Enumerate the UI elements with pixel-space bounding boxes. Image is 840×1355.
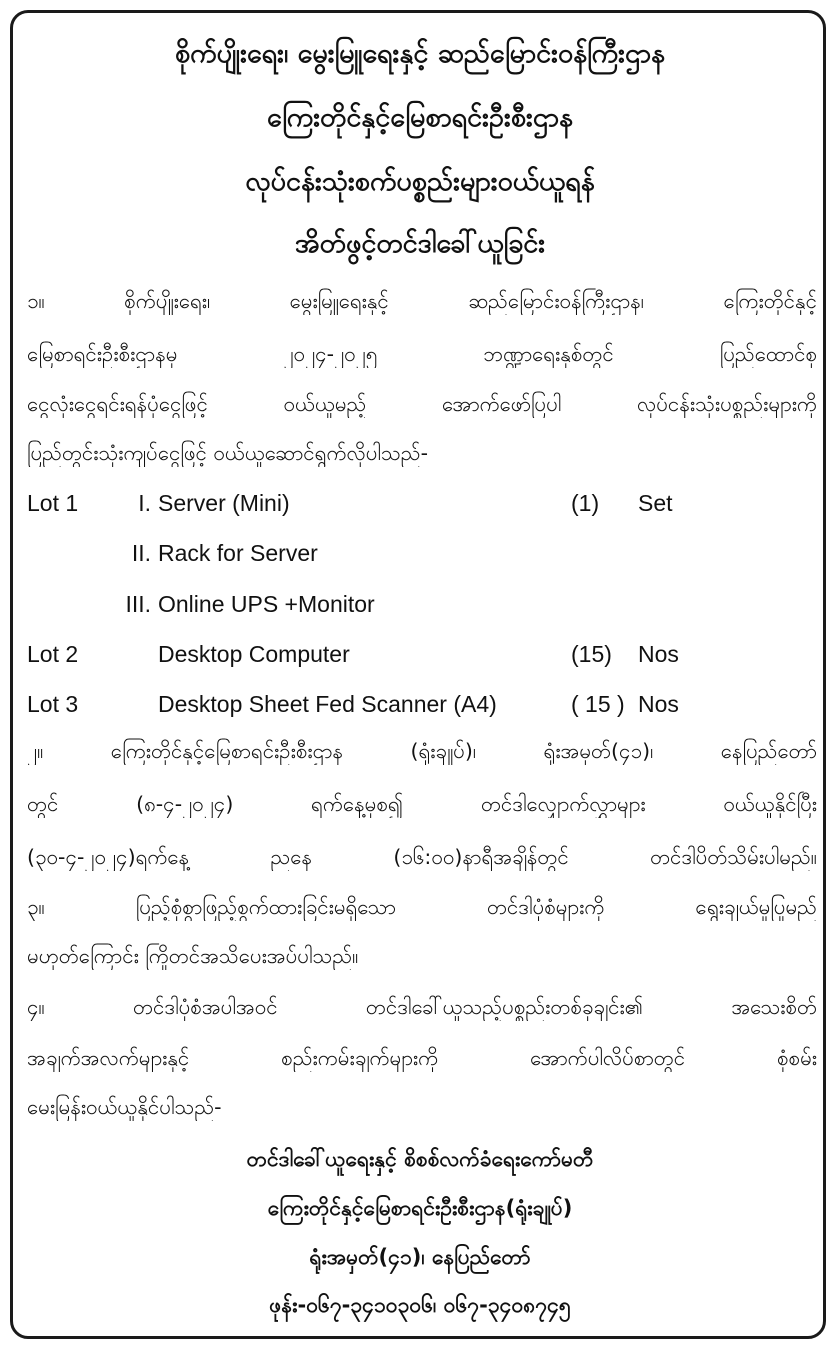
lot-row (0, 538, 840, 568)
item-number: I. (138, 490, 151, 516)
notice-border (10, 10, 826, 1339)
item-quantity: (15) (571, 641, 612, 667)
committee-name: တင်ဒါခေါ်ယူရေးနှင့် စိစစ်လက်ခံရေးကော်မတီ (246, 1147, 594, 1171)
item-number: III. (125, 591, 151, 617)
item-unit: Nos (638, 641, 679, 667)
office-address: ရုံးအမှတ်(၄၁)၊ နေပြည်တော် (309, 1245, 531, 1269)
item-number: II. (131, 540, 151, 566)
item-name: Desktop Sheet Fed Scanner (A4) (158, 691, 497, 717)
section2-line: တွင် (၈-၄-၂၀၂၄) ရက်နေ့မှစ၍ တင်ဒါလျှောက်လွှာများ ဝယ်ယူနိုင်ပြီး (27, 792, 817, 816)
lot-row (0, 689, 840, 719)
department-title: ကြေးတိုင်နှင့်မြေစာရင်းဦးစီးဌာန (267, 102, 573, 133)
section4-line: အချက်အလက်များနှင့် စည်းကမ်းချက်များကို အောက်ပါလိပ်စာတွင် စုံစမ်း (27, 1046, 817, 1070)
lot-row (0, 488, 840, 518)
lot-label: Lot 3 (27, 691, 79, 717)
section1-line: ငွေလုံးငွေရင်းရန်ပုံငွေဖြင့် ဝယ်ယူမည့် အောက်ဖော်ပြပါ လုပ်ငန်းသုံးပစ္စည်းများကို (27, 392, 817, 416)
office-name: ကြေးတိုင်နှင့်မြေစာရင်းဦးစီးဌာန(ရုံးချုပ်) (267, 1196, 573, 1220)
ministry-title: စိုက်ပျိုးရေး၊ မွေးမြူရေးနှင့် ဆည်မြောင်းဝန်ကြီးဌာန (174, 38, 665, 69)
lot-label: Lot 1 (27, 490, 79, 516)
item-name: Server (Mini) (158, 490, 290, 516)
section4-line: ၄။ တင်ဒါပုံစံအပါအဝင် တင်ဒါခေါ်ယူသည့်ပစ္စည်းတစ်ခုချင်း၏ အသေးစိတ် (27, 995, 817, 1019)
lot-label: Lot 2 (27, 641, 79, 667)
section4-line: မေးမြန်းဝယ်ယူနိုင်ပါသည်- (27, 1095, 222, 1119)
lot-row (0, 589, 840, 619)
item-unit: Set (638, 490, 673, 516)
item-quantity: (1) (571, 490, 600, 516)
item-unit: Nos (638, 691, 679, 717)
item-name: Rack for Server (158, 540, 318, 566)
notice-subject: လုပ်ငန်းသုံးစက်ပစ္စည်းများဝယ်ယူရန် (245, 166, 595, 197)
section1-line: ပြည်တွင်းသုံးကျပ်ငွေဖြင့် ဝယ်ယူဆောင်ရွက်လိုပါသည်- (27, 441, 428, 465)
section2-line: ၂။ ကြေးတိုင်နှင့်မြေစာရင်းဦးစီးဌာန (ရုံးချုပ်)၊ ရုံးအမှတ်(၄၁)၊ နေပြည်တော် (27, 739, 817, 763)
item-name: Desktop Computer (158, 641, 350, 667)
section2-line: (၃၀-၄-၂၀၂၄)ရက်နေ့ ညနေ (၁၆:၀၀)နာရီအချိန်တွင် တင်ဒါပိတ်သိမ်းပါမည်။ (27, 845, 817, 869)
notice-heading: အိတ်ဖွင့်တင်ဒါခေါ်ယူခြင်း (294, 228, 546, 259)
section3-line: မဟုတ်ကြောင်း ကြိုတင်အသိပေးအပ်ပါသည်။ (27, 944, 359, 968)
section3-line: ၃။ ပြည့်စုံစွာဖြည့်စွက်ထားခြင်းမရှိသော တင်ဒါပုံစံများကို ရွေးချယ်မှုပြုမည် (27, 895, 817, 919)
lot-row (0, 639, 840, 669)
item-quantity: ( 15 ) (571, 691, 625, 717)
phone-numbers: ဖုန်း-၀၆၇-၃၄၁၀၃၀၆၊ ၀၆၇-၃၄၀၈၇၄၅ (269, 1293, 571, 1317)
section1-line: ၁။ စိုက်ပျိုးရေး၊ မွေးမြူရေးနှင့် ဆည်မြောင်းဝန်ကြီးဌာန၊ ကြေးတိုင်နှင့် (27, 289, 817, 313)
item-name: Online UPS +Monitor (158, 591, 375, 617)
section1-line: မြေစာရင်းဦးစီးဌာနမှ ၂၀၂၄-၂၀၂၅ ဘဏ္ဍာရေးနှစ်တွင် ပြည်ထောင်စု (27, 342, 817, 366)
